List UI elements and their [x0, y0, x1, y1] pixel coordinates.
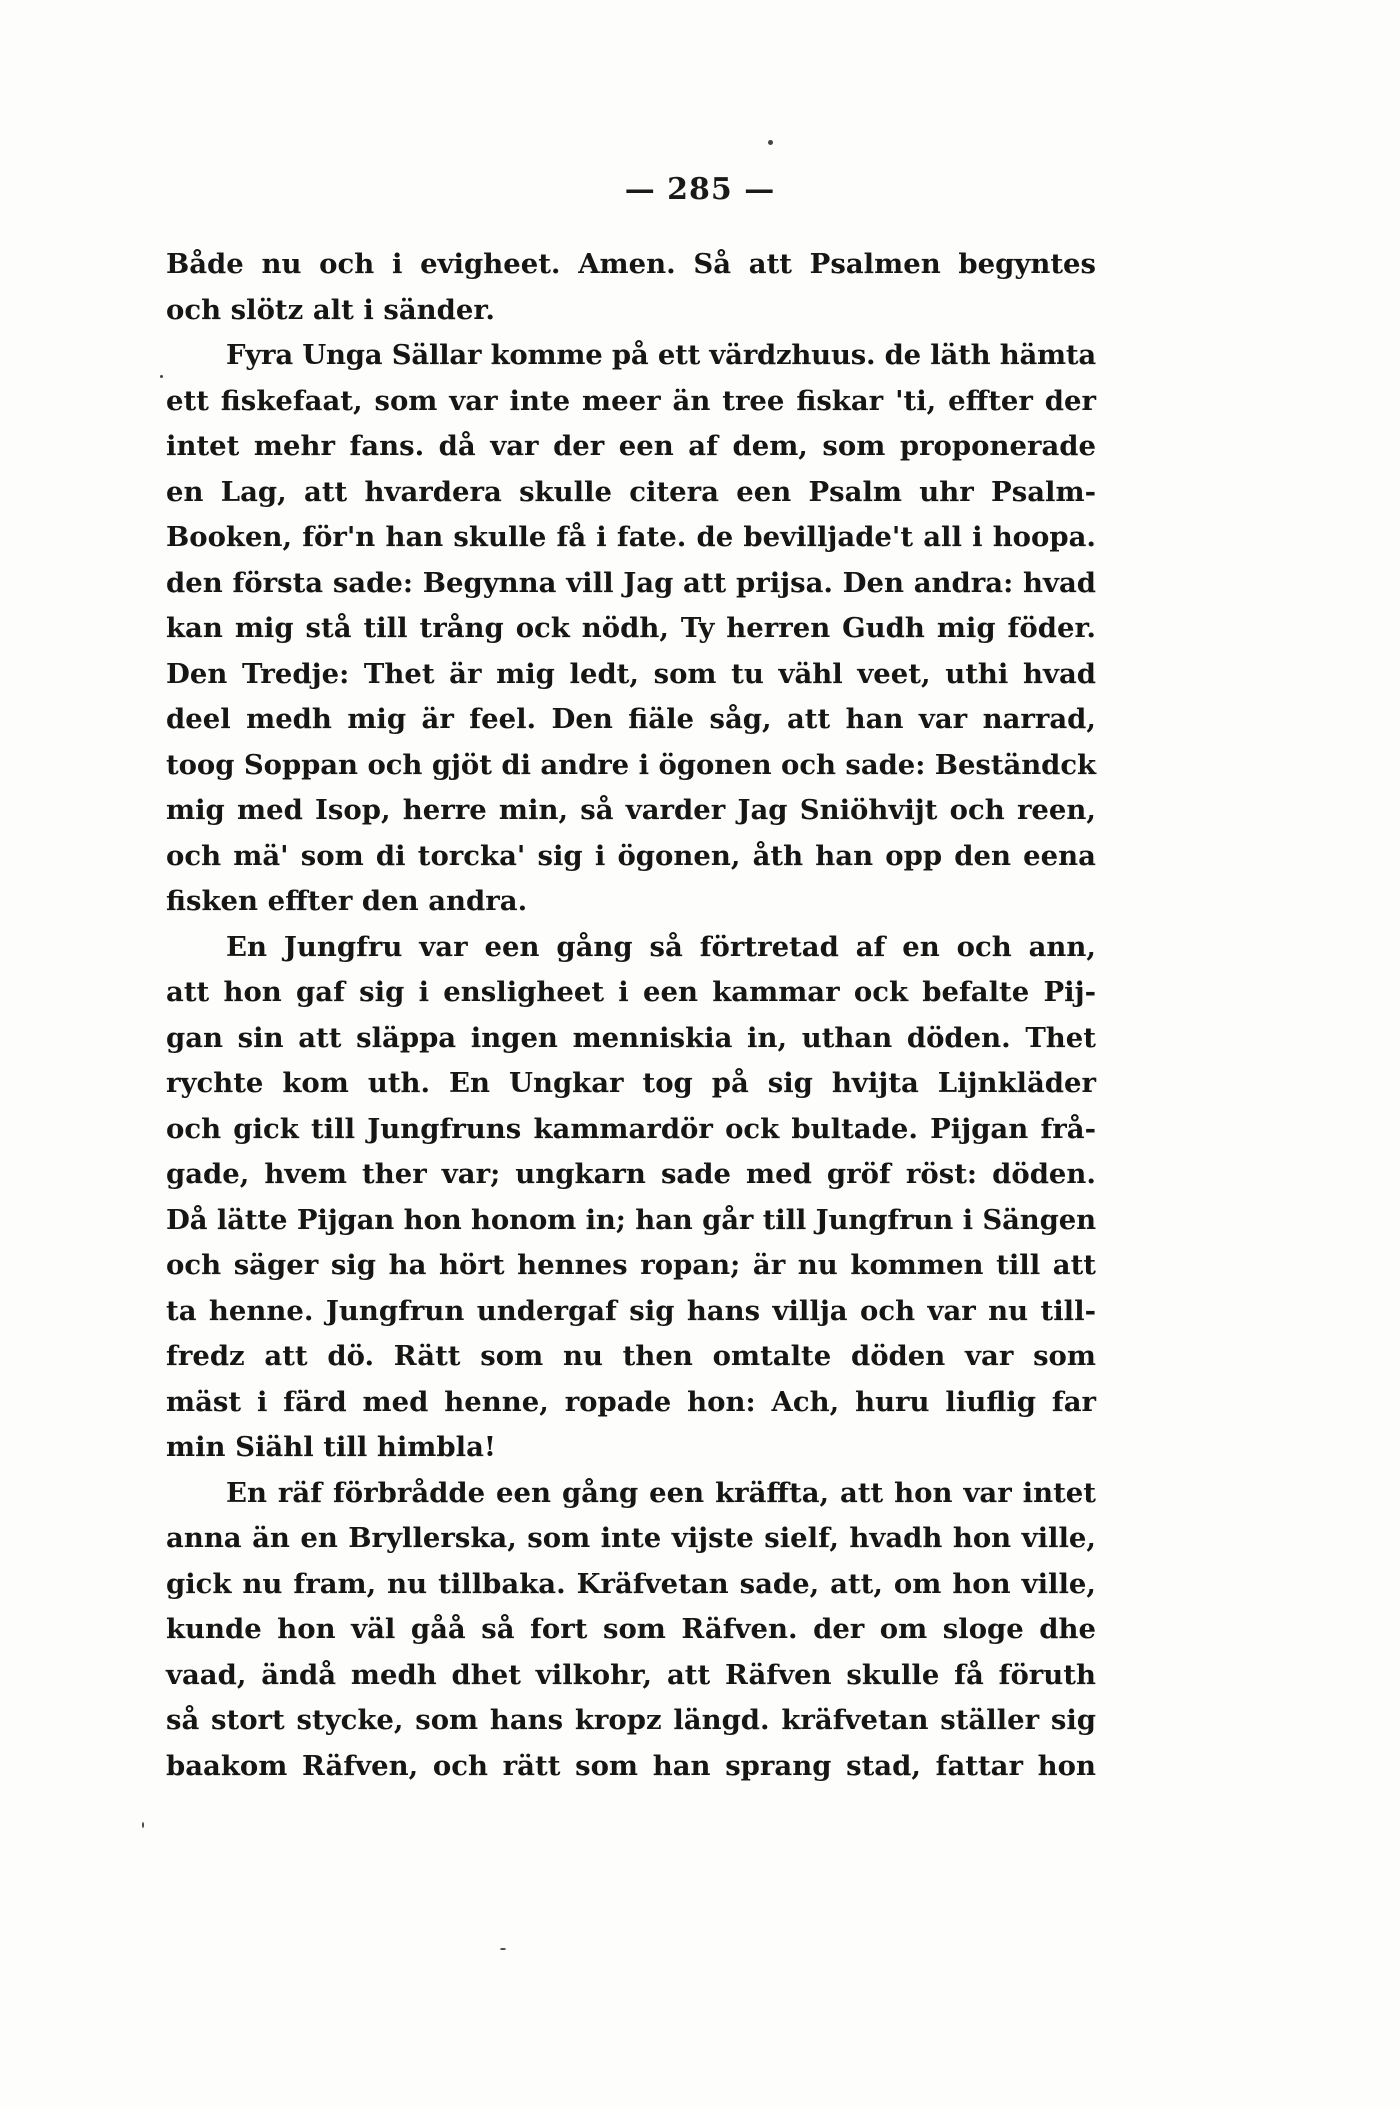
text-line: en Lag, att hvardera skulle citera een Psalm uhr Psalm- [166, 475, 1096, 508]
text-line: Den Tredje: Thet är mig ledt, som tu vähl veet, uthi hvad [166, 657, 1096, 690]
text-line: En Jungfru var een gång så förtretad af en och ann, [226, 930, 1096, 963]
text-line: så stort stycke, som hans kropz längd. kräfvetan ställer sig [166, 1704, 1096, 1736]
text-line: Både nu och i evigheet. Amen. Så att Psalmen begyntes [166, 248, 1096, 280]
text-line: ett fiskefaat, som var inte meer än tree fiskar 'ti, effter der [166, 384, 1096, 417]
text-line: anna än en Bryllerska, som inte vijste sielf, hvadh hon ville, [166, 1522, 1096, 1554]
text-line: och mä' som di torcka' sig i ögonen, åth han opp den eena [166, 839, 1096, 872]
text-line: En räf förbrådde een gång een kräffta, att hon var intet [226, 1476, 1096, 1509]
scan-speck [160, 375, 163, 378]
text-line: ta henne. Jungfrun undergaf sig hans villja och var nu till- [166, 1294, 1096, 1327]
scan-speck [768, 140, 773, 145]
text-line: baakom Räfven, och rätt som han sprang stad, fattar hon [166, 1749, 1096, 1782]
text-line: deel medh mig är feel. Den fiäle såg, att han var narrad, [166, 703, 1096, 735]
text-line: gade, hvem ther var; ungkarn sade med gröf röst: döden. [166, 1158, 1096, 1190]
text-line: att hon gaf sig i ensligheet i een kammar ock befalte Pij- [166, 976, 1096, 1008]
text-line: vaad, ändå medh dhet vilkohr, att Räfven skulle få föruth [166, 1658, 1096, 1691]
text-line: fredz att dö. Rätt som nu then omtalte döden var som [166, 1340, 1096, 1372]
text-line: gan sin att släppa ingen menniskia in, uthan döden. Thet [166, 1021, 1096, 1054]
text-line: kunde hon väl gåå så fort som Räfven. der om sloge dhe [166, 1613, 1096, 1645]
text-line: toog Soppan och gjöt di andre i ögonen och sade: Beständck [166, 748, 1096, 781]
text-line: och gick till Jungfruns kammardör ock bultade. Pijgan frå- [166, 1112, 1096, 1145]
text-line: Fyra Unga Sällar komme på ett värdzhuus. de läth hämta [226, 339, 1096, 371]
scan-speck [500, 1948, 506, 1950]
text-line: mäst i färd med henne, ropade hon: Ach, huru liuflig far [166, 1385, 1096, 1418]
text-line: mig med Isop, herre min, så varder Jag Sniöhvijt och reen, [166, 794, 1096, 826]
text-line: intet mehr fans. då var der een af dem, som proponerade [166, 430, 1096, 462]
text-line: och säger sig ha hört hennes ropan; är nu kommen till att [166, 1249, 1096, 1281]
text-line: den första sade: Begynna vill Jag att prijsa. Den andra: hvad [166, 566, 1096, 599]
scan-speck [142, 1822, 144, 1828]
text-line: fisken effter den andra. [166, 885, 528, 917]
text-line: rychte kom uth. En Ungkar tog på sig hvijta Lijnkläder [166, 1067, 1096, 1099]
text-line: och slötz alt i sänder. [166, 293, 495, 326]
text-line: Booken, för'n han skulle få i fate. de bevilljade't all i hoopa. [166, 521, 1096, 553]
text-line: min Siähl till himbla! [166, 1431, 496, 1463]
body-text [166, 242, 1096, 1789]
page-number: — 285 — [624, 172, 776, 207]
text-line: gick nu fram, nu tillbaka. Kräfvetan sade, att, om hon ville, [166, 1567, 1096, 1600]
text-line: Då lätte Pijgan hon honom in; han går till Jungfrun i Sängen [166, 1203, 1096, 1236]
text-line: kan mig stå till trång ock nödh, Ty herren Gudh mig föder. [166, 612, 1096, 644]
